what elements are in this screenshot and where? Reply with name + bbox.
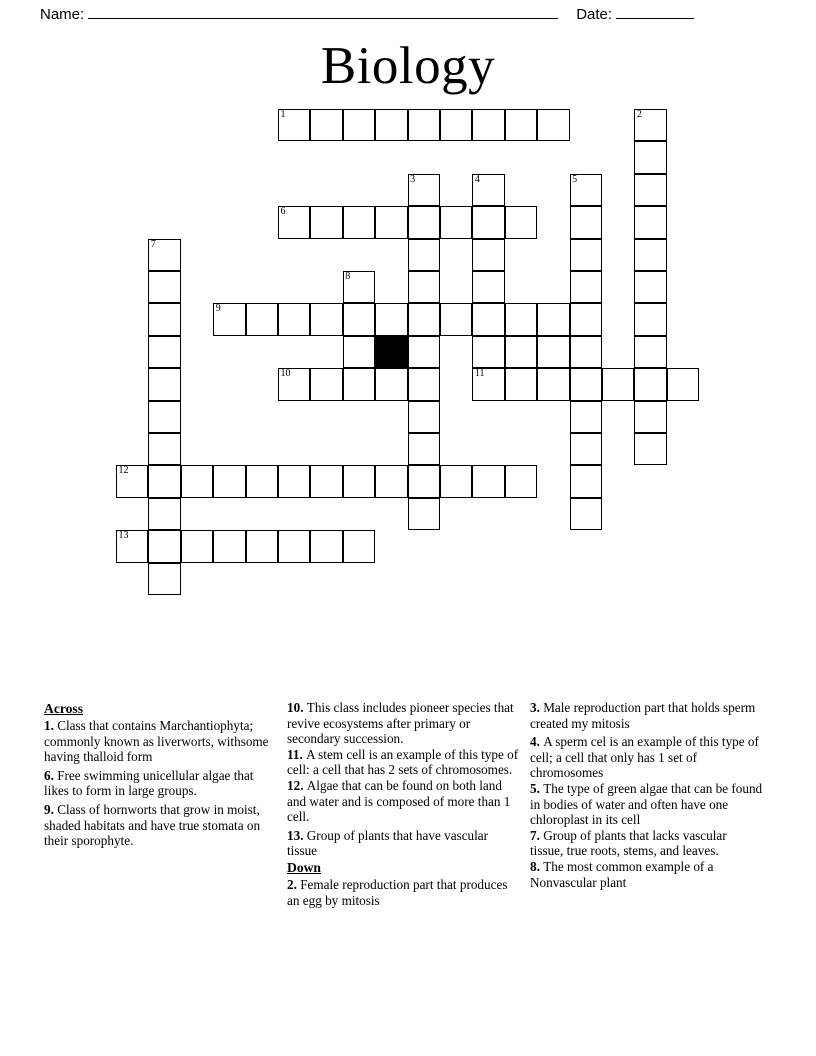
grid-cell[interactable] — [634, 368, 666, 400]
clue-item — [530, 781, 763, 828]
grid-cell[interactable] — [148, 303, 180, 335]
grid-cell-number: 7 — [150, 238, 156, 250]
grid-cell[interactable] — [343, 336, 375, 368]
grid-cell[interactable] — [472, 174, 504, 206]
grid-cell[interactable] — [148, 239, 180, 271]
grid-cell[interactable] — [472, 109, 504, 141]
clue-number: 8. — [530, 858, 544, 874]
grid-cell[interactable] — [472, 465, 504, 497]
grid-cell[interactable] — [278, 465, 310, 497]
grid-cell[interactable] — [310, 530, 342, 562]
name-label: Name: — [40, 6, 85, 23]
grid-cell[interactable] — [570, 498, 602, 530]
across-heading: Across — [44, 701, 84, 716]
grid-cell[interactable] — [148, 401, 180, 433]
grid-cell[interactable] — [570, 465, 602, 497]
clue-item — [530, 859, 763, 890]
grid-cell[interactable] — [408, 336, 440, 368]
clue-item — [287, 700, 520, 747]
grid-cell[interactable] — [375, 206, 407, 238]
grid-cell-number: 6 — [280, 206, 286, 218]
grid-cell[interactable] — [472, 368, 504, 400]
grid-cell[interactable] — [375, 368, 407, 400]
grid-cell[interactable] — [570, 271, 602, 303]
grid-cell[interactable] — [343, 368, 375, 400]
grid-cell[interactable] — [278, 368, 310, 400]
grid-cell[interactable] — [634, 206, 666, 238]
grid-cell[interactable] — [505, 109, 537, 141]
grid-cell[interactable] — [181, 530, 213, 562]
grid-cell[interactable] — [570, 174, 602, 206]
clue-item — [287, 828, 520, 859]
clue-item — [287, 747, 520, 778]
grid-cell[interactable] — [634, 239, 666, 271]
grid-cell[interactable] — [440, 109, 472, 141]
grid-cell[interactable] — [570, 206, 602, 238]
grid-cell[interactable] — [375, 303, 407, 335]
grid-cell[interactable] — [570, 433, 602, 465]
clue-text: Group of plants that have vascular tissue — [287, 827, 489, 859]
grid-cell[interactable] — [537, 109, 569, 141]
grid-cell[interactable] — [375, 109, 407, 141]
clue-text: A stem cell is an example of this type of cell: a cell that has 2 sets of chromosomes. — [287, 746, 519, 778]
grid-cell[interactable] — [148, 433, 180, 465]
grid-cell[interactable] — [570, 239, 602, 271]
grid-cell[interactable] — [408, 401, 440, 433]
grid-cell[interactable] — [667, 368, 699, 400]
clue-number: 12. — [287, 777, 307, 793]
grid-cell[interactable] — [343, 271, 375, 303]
clue-number: 9. — [44, 801, 58, 817]
clue-number: 11. — [287, 746, 307, 762]
grid-cell[interactable] — [440, 206, 472, 238]
clue-item — [530, 700, 763, 731]
grid-cell[interactable] — [343, 465, 375, 497]
grid-cell[interactable] — [634, 109, 666, 141]
grid-cell[interactable] — [570, 368, 602, 400]
grid-cell[interactable] — [246, 465, 278, 497]
grid-cell[interactable] — [408, 433, 440, 465]
date-label: Date: — [576, 6, 613, 23]
grid-cell[interactable] — [570, 401, 602, 433]
grid-cell[interactable] — [343, 109, 375, 141]
grid-cell[interactable] — [148, 368, 180, 400]
grid-cell-number: 11 — [474, 368, 485, 380]
grid-cell[interactable] — [505, 206, 537, 238]
grid-cell[interactable] — [570, 303, 602, 335]
grid-cell[interactable] — [505, 465, 537, 497]
grid-cell[interactable] — [116, 465, 148, 497]
clue-number: 5. — [530, 780, 544, 796]
grid-cell[interactable] — [472, 271, 504, 303]
grid-cell[interactable] — [213, 465, 245, 497]
grid-cell[interactable] — [408, 498, 440, 530]
grid-cell[interactable] — [278, 303, 310, 335]
grid-cell[interactable] — [148, 465, 180, 497]
grid-cell-number: 5 — [572, 173, 578, 185]
grid-cell-number: 12 — [118, 465, 129, 477]
clue-number: 3. — [530, 700, 544, 715]
clue-number: 13. — [287, 827, 307, 843]
grid-cell[interactable] — [278, 109, 310, 141]
grid-cell[interactable] — [440, 465, 472, 497]
grid-cell[interactable] — [440, 303, 472, 335]
page-title: Biology — [320, 37, 496, 95]
clue-text: Algae that can be found on both land and water and is composed of more than 1 cell. — [287, 777, 511, 825]
grid-cell[interactable] — [246, 303, 278, 335]
clue-text: This class includes pioneer species that revive ecosystems after primary or secondary succession. — [287, 700, 514, 747]
grid-cell[interactable] — [213, 303, 245, 335]
grid-cell[interactable] — [408, 109, 440, 141]
clue-number: 7. — [530, 827, 544, 843]
clue-text: Class that contains Marchantiophyta; commonly known as liverworts, withsome having thalloid form — [44, 718, 269, 765]
clue-number: 10. — [287, 700, 307, 715]
grid-cell[interactable] — [148, 336, 180, 368]
grid-cell[interactable] — [181, 465, 213, 497]
grid-cell[interactable] — [634, 401, 666, 433]
grid-cell[interactable] — [537, 368, 569, 400]
grid-cell[interactable] — [472, 336, 504, 368]
grid-cell[interactable] — [343, 530, 375, 562]
clues-column-3 — [530, 700, 773, 908]
clue-text: Group of plants that lacks vascular tissue, true roots, stems, and leaves. — [530, 827, 727, 859]
grid-cell-number: 10 — [280, 368, 291, 380]
grid-cell[interactable] — [310, 303, 342, 335]
grid-cell[interactable] — [408, 174, 440, 206]
clue-item — [530, 828, 763, 859]
grid-cell[interactable] — [472, 239, 504, 271]
grid-cell[interactable] — [634, 141, 666, 173]
grid-cell[interactable] — [375, 465, 407, 497]
grid-cell-number: 8 — [345, 271, 351, 282]
grid-cell-number: 13 — [118, 530, 129, 542]
grid-cell[interactable] — [343, 303, 375, 335]
clues-container — [44, 700, 774, 908]
grid-cell-number: 9 — [215, 303, 221, 315]
clue-text: Free swimming unicellular algae that likes to form in large groups. — [44, 767, 254, 799]
grid-cell[interactable] — [505, 336, 537, 368]
grid-cell[interactable] — [278, 206, 310, 238]
clue-item — [44, 718, 277, 765]
clue-text: Female reproduction part that produces an egg by mitosis — [287, 876, 508, 908]
clue-item — [530, 734, 763, 781]
clue-text: The type of green algae that can be found in bodies of water and often have one chloroplast in its cell — [530, 780, 763, 828]
down-heading: Down — [287, 859, 321, 875]
grid-cell[interactable] — [537, 303, 569, 335]
clue-number: 6. — [44, 767, 58, 783]
grid-cell[interactable] — [634, 174, 666, 206]
grid-cell[interactable] — [537, 336, 569, 368]
grid-cell[interactable] — [472, 303, 504, 335]
grid-cell[interactable] — [505, 303, 537, 335]
grid-cell-blocked — [375, 336, 407, 368]
clues-column-1 — [44, 700, 287, 908]
grid-cell[interactable] — [246, 530, 278, 562]
clue-text: Class of hornworts that grow in moist, shaded habitats and have true stomata on their sporophyte. — [44, 801, 261, 849]
grid-cell[interactable] — [408, 206, 440, 238]
grid-cell[interactable] — [634, 303, 666, 335]
clue-text: A sperm cel is an example of this type of cell; a cell that only has 1 set of chromosomes — [530, 734, 759, 781]
grid-cell[interactable] — [148, 563, 180, 595]
clue-item — [44, 802, 277, 849]
grid-cell[interactable] — [310, 368, 342, 400]
grid-cell[interactable] — [310, 206, 342, 238]
grid-cell[interactable] — [408, 303, 440, 335]
grid-cell[interactable] — [408, 465, 440, 497]
grid-cell[interactable] — [148, 498, 180, 530]
grid-cell[interactable] — [408, 239, 440, 271]
grid-cell[interactable] — [310, 465, 342, 497]
grid-cell[interactable] — [408, 368, 440, 400]
grid-cell[interactable] — [634, 336, 666, 368]
grid-cell[interactable] — [505, 368, 537, 400]
grid-cell[interactable] — [408, 271, 440, 303]
grid-cell[interactable] — [570, 336, 602, 368]
grid-cell-number: 1 — [280, 109, 286, 120]
grid-cell[interactable] — [310, 109, 342, 141]
clue-item — [287, 877, 520, 908]
clue-number: 1. — [44, 718, 58, 733]
clues-column-2 — [287, 700, 530, 908]
grid-cell[interactable] — [602, 368, 634, 400]
grid-cell[interactable] — [278, 530, 310, 562]
grid-cell[interactable] — [148, 271, 180, 303]
grid-cell[interactable] — [634, 271, 666, 303]
grid-cell[interactable] — [634, 433, 666, 465]
grid-cell[interactable] — [213, 530, 245, 562]
clue-number: 4. — [530, 734, 544, 750]
grid-cell-number: 4 — [474, 173, 480, 185]
grid-cell[interactable] — [343, 206, 375, 238]
grid-cell[interactable] — [116, 530, 148, 562]
grid-cell[interactable] — [148, 530, 180, 562]
clue-text: The most common example of a Nonvascular plant — [530, 858, 714, 890]
clue-text: Male reproduction part that holds sperm created my mitosis — [530, 700, 756, 731]
grid-cell[interactable] — [472, 206, 504, 238]
clue-item — [44, 768, 277, 799]
grid-cell-number: 2 — [636, 109, 642, 120]
grid-cell-number: 3 — [410, 173, 416, 185]
clue-number: 2. — [287, 876, 301, 892]
clue-item — [287, 778, 520, 825]
